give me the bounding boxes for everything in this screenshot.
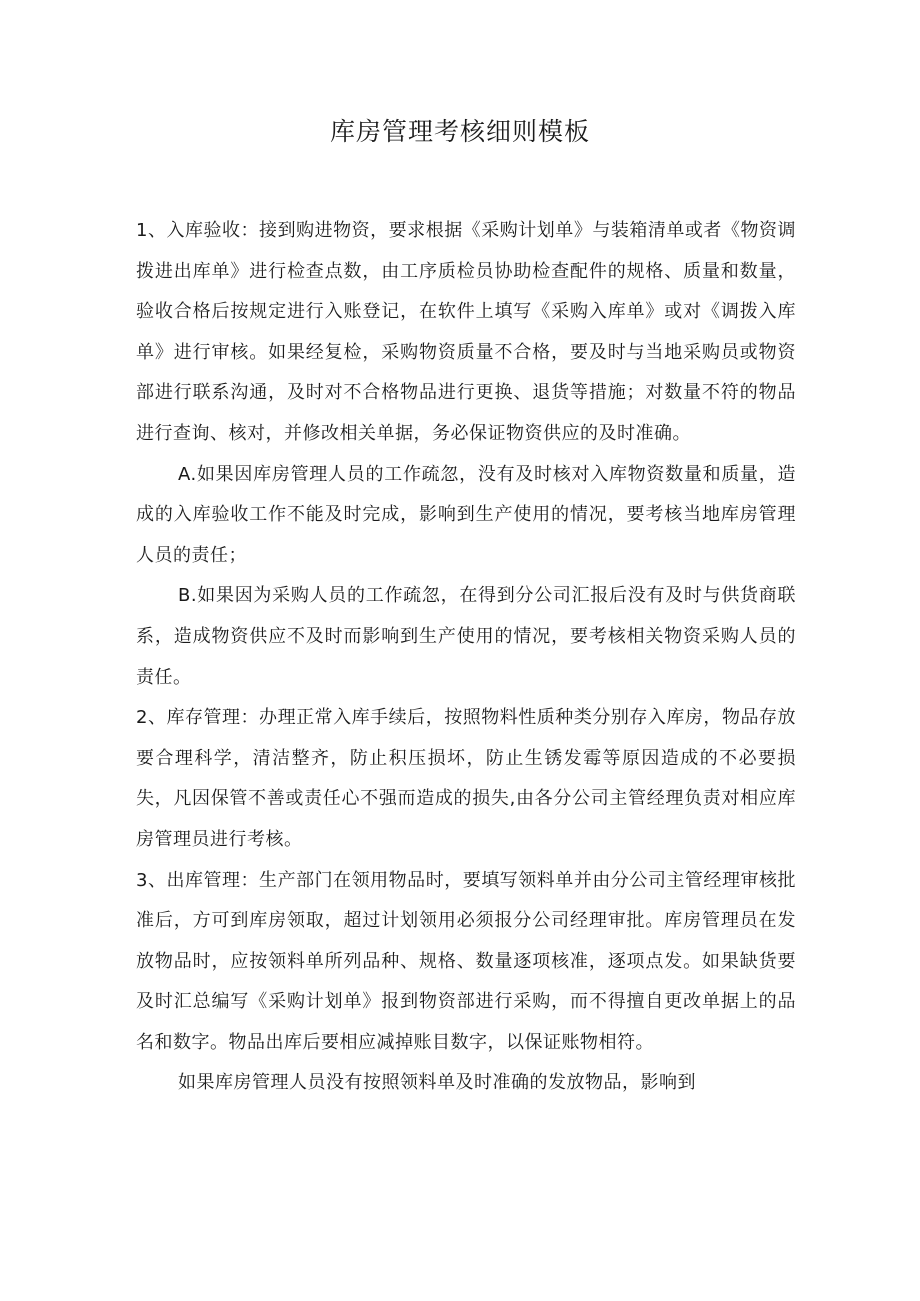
paragraph-clause-b: B.如果因为采购人员的工作疏忽，在得到分公司汇报后没有及时与供货商联系，造成物资供应不及时而影响到生产使用的情况，要考核相关物资采购人员的责任。 bbox=[136, 585, 796, 688]
document-body bbox=[136, 211, 796, 1104]
paragraph-inventory-management: 2、库存管理：办理正常入库手续后，按照物料性质种类分别存入库房，物品存放要合理科学，清洁整齐，防止积压损坏，防止生锈发霉等原因造成的不必要损失，凡因保管不善或责任心不强而造成的损失,由各分公司主管经理负责对相应库房管理员进行考核。 bbox=[136, 707, 796, 850]
paragraph-outbound-management: 3、出库管理：生产部门在领用物品时，要填写领料单并由分公司主管经理审核批准后，方可到库房领取，超过计划领用必须报分公司经理审批。库房管理员在发放物品时，应按领料单所列品种、规格、数量逐项核准，逐项点发。如果缺货要及时汇总编写《采购计划单》报到物资部进行采购，而不得擅自更改单据上的品名和数字。物品出库后要相应减掉账目数字，以保证账物相符。 bbox=[136, 869, 796, 1053]
paragraph-outbound-assessment: 如果库房管理人员没有按照领料单及时准确的发放物品，影响到 bbox=[178, 1072, 696, 1094]
document-title: 库房管理考核细则模板 bbox=[329, 117, 590, 146]
paragraph-clause-a: A.如果因库房管理人员的工作疏忽，没有及时核对入库物资数量和质量，造成的入库验收工作不能及时完成，影响到生产使用的情况，要考核当地库房管理人员的责任； bbox=[136, 463, 796, 566]
paragraph-inbound-inspection: 1、入库验收：接到购进物资，要求根据《采购计划单》与装箱清单或者《物资调拨进出库单》进行检查点数，由工序质检员协助检查配件的规格、质量和数量，验收合格后按规定进行入账登记，在软件上填写《采购入库单》或对《调拨入库单》进行审核。如果经复检，采购物资质量不合格，要及时与当地采购员或物资部进行联系沟通，及时对不合格物品进行更换、退货等措施；对数量不符的物品进行查询、核对，并修改相关单据，务必保证物资供应的及时准确。 bbox=[136, 220, 796, 444]
